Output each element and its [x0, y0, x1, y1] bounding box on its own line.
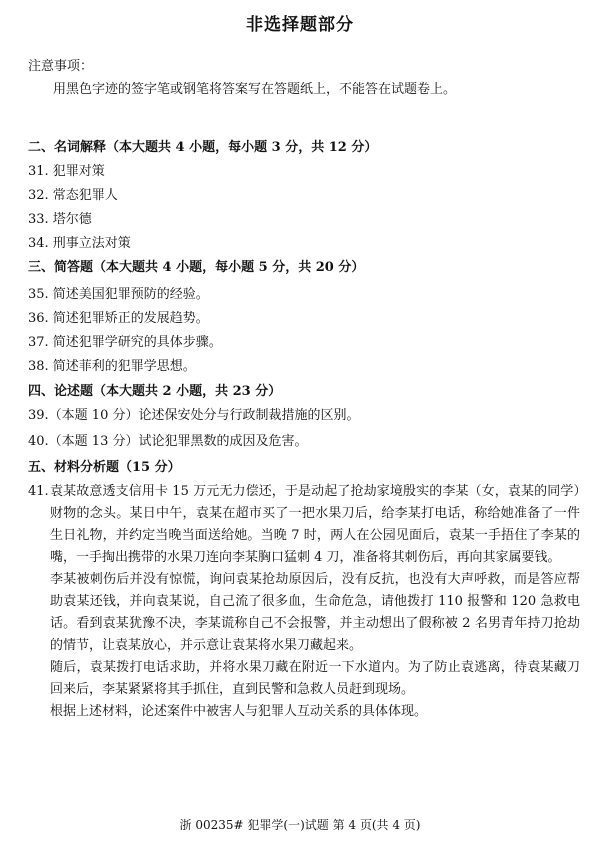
- page-footer: 浙 00235# 犯罪学(一)试题 第 4 页(共 4 页): [179, 818, 421, 832]
- question-32: 32. 常态犯罪人: [28, 188, 118, 203]
- page-title: 非选择题部分: [246, 15, 354, 35]
- question-41-number: 41.: [28, 484, 49, 499]
- section-heading-essay: 四、论述题（本大题共 2 小题，共 23 分）: [28, 384, 282, 399]
- question-35: 35. 简述美国犯罪预防的经验。: [28, 287, 209, 302]
- notice-text: 用黑色字迹的签字笔或钢笔将答案写在答题纸上，不能答在试题卷上。: [53, 82, 457, 97]
- section-heading-short-answer: 三、简答题（本大题共 4 小题，每小题 5 分，共 20 分）: [28, 260, 365, 275]
- question-37: 37. 简述犯罪学研究的具体步骤。: [28, 335, 222, 350]
- section-heading-terms: 二、名词解释（本大题共 4 小题，每小题 3 分，共 12 分）: [28, 140, 378, 155]
- material-question: 根据上述材料，论述案件中被害人与犯罪人互动关系的具体体现。: [50, 704, 428, 719]
- question-38: 38. 简述菲利的犯罪学思想。: [28, 359, 196, 374]
- question-41: [28, 481, 580, 723]
- question-40: 40.（本题 13 分）试论犯罪黑数的成因及危害。: [28, 434, 308, 449]
- material-paragraph: 随后，袁某拨打电话求助，并将水果刀藏在附近一下水道内。为了防止袁逃离，待袁某藏刀回来后，李某紧紧将其手抓住，直到民警和急救人员赶到现场。: [50, 660, 580, 697]
- notice-label: 注意事项：: [28, 59, 94, 74]
- material-paragraph: 李某被刺伤后并没有惊慌，询问袁某抢劫原因后，没有反抗，也没有大声呼救，而是答应帮助袁某还钱，并向袁某说，自己流了很多血，生命危急，请他拨打 110 报警和 120 急救电话。看到袁某犹豫不决，李某谎称自己不会报警，并主动想出了假称被 2 名男青年持刀抢劫的情节，让袁某放心，并示意让袁某将水果刀藏起来。: [50, 572, 580, 653]
- question-39: 39.（本题 10 分）论述保安处分与行政制裁措施的区别。: [28, 408, 360, 423]
- question-41-body: [50, 481, 580, 723]
- question-36: 36. 简述犯罪矫正的发展趋势。: [28, 311, 209, 326]
- question-33: 33. 塔尔德: [28, 212, 92, 227]
- section-heading-material-analysis: 五、材料分析题（15 分）: [28, 460, 181, 475]
- material-paragraph: 袁某故意透支信用卡 15 万元无力偿还，于是动起了抢劫家境殷实的李某（女，袁某的同学）财物的念头。某日中午，袁某在超市买了一把水果刀后，给李某打电话，称给她准备了一件生日礼物，并约定当晚当面送给她。当晚 7 时，两人在公园见面后，袁某一手捂住了李某的嘴，一手掏出携带的水果刀连向李某胸口猛刺 4 刀，准备将其刺伤后，再向其家属要钱。: [50, 484, 580, 565]
- question-34: 34. 刑事立法对策: [28, 236, 131, 251]
- question-31: 31. 犯罪对策: [28, 164, 105, 179]
